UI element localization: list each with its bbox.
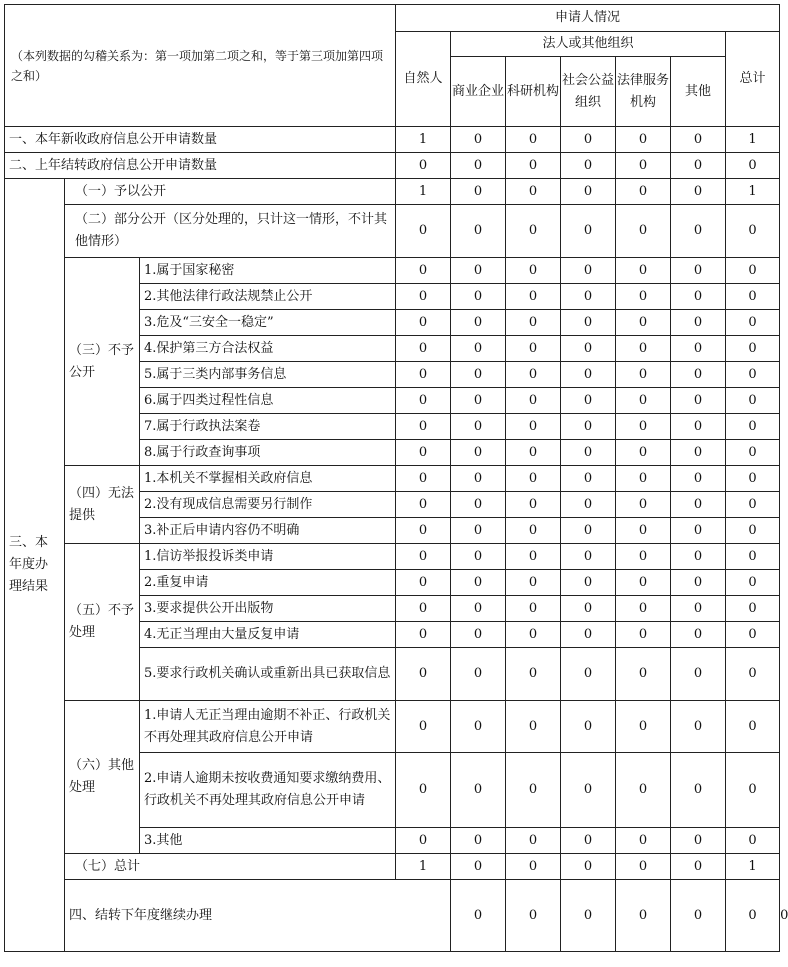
row-label: 四、结转下年度继续办理 [65,880,451,952]
value-cell: 0 [506,336,561,362]
value-cell: 0 [726,880,780,952]
value-cell: 0 [671,414,726,440]
value-cell: 0 [671,310,726,336]
value-cell: 0 [671,622,726,648]
value-cell: 0 [561,570,616,596]
value-cell: 0 [671,153,726,179]
value-cell: 0 [561,753,616,828]
value-cell: 0 [616,284,671,310]
value-cell: 0 [451,828,506,854]
value-cell: 0 [396,622,451,648]
value-cell: 0 [451,205,506,258]
value-cell: 0 [671,336,726,362]
value-cell: 0 [671,388,726,414]
value-cell: 0 [561,153,616,179]
value-cell: 0 [671,701,726,753]
value-cell: 0 [561,414,616,440]
legal-service-header: 法律服务机构 [616,57,671,127]
row-label: 2.没有现成信息需要另行制作 [140,492,396,518]
value-cell: 0 [616,880,671,952]
value-cell: 0 [671,518,726,544]
value-cell: 0 [396,701,451,753]
value-cell: 0 [396,153,451,179]
value-cell: 0 [561,544,616,570]
value-cell: 0 [616,205,671,258]
value-cell: 0 [451,153,506,179]
value-cell: 0 [451,258,506,284]
value-cell: 0 [616,414,671,440]
value-cell: 0 [561,336,616,362]
value-cell: 0 [671,828,726,854]
row-label: （一）予以公开 [65,179,396,205]
value-cell: 0 [451,622,506,648]
value-cell: 0 [726,284,780,310]
row-label: 4.保护第三方合法权益 [140,336,396,362]
value-cell: 0 [726,466,780,492]
table-row [5,153,780,179]
row-label: 2.重复申请 [140,570,396,596]
value-cell: 0 [396,544,451,570]
value-cell: 0 [506,466,561,492]
row-label: 1.信访举报投诉类申请 [140,544,396,570]
value-cell: 0 [451,310,506,336]
value-cell: 0 [616,127,671,153]
value-cell: 0 [396,518,451,544]
value-cell: 0 [506,179,561,205]
total-header: 总计 [726,32,780,127]
value-cell: 0 [726,388,780,414]
value-cell: 0 [671,596,726,622]
row-label: 二、上年结转政府信息公开申请数量 [5,153,396,179]
value-cell: 0 [451,880,506,952]
value-cell: 0 [726,336,780,362]
value-cell: 0 [451,127,506,153]
value-cell: 0 [451,518,506,544]
value-cell: 1 [396,179,451,205]
value-cell: 0 [671,362,726,388]
value-cell: 0 [451,648,506,701]
value-cell: 0 [396,753,451,828]
row-label: 3.补正后申请内容仍不明确 [140,518,396,544]
value-cell: 0 [726,570,780,596]
value-cell: 0 [506,153,561,179]
value-cell: 0 [506,880,561,952]
value-cell: 0 [451,284,506,310]
value-cell: 0 [671,648,726,701]
value-cell: 0 [726,492,780,518]
value-cell: 0 [671,753,726,828]
value-cell: 0 [616,622,671,648]
value-cell: 0 [561,205,616,258]
value-cell: 0 [671,258,726,284]
value-cell: 0 [396,388,451,414]
table-row [5,466,780,492]
value-cell: 0 [506,388,561,414]
value-cell: 0 [506,701,561,753]
value-cell: 0 [726,440,780,466]
applicant-situation-header: 申请人情况 [396,5,780,32]
value-cell: 0 [671,570,726,596]
value-cell: 0 [726,362,780,388]
value-cell: 0 [506,414,561,440]
value-cell: 0 [451,466,506,492]
row-label: 4.无正当理由大量反复申请 [140,622,396,648]
value-cell: 0 [726,414,780,440]
value-cell: 0 [561,648,616,701]
value-cell: 0 [561,596,616,622]
value-cell: 0 [561,440,616,466]
value-cell: 0 [616,492,671,518]
value-cell: 0 [451,440,506,466]
row-label: 2.其他法律行政法规禁止公开 [140,284,396,310]
value-cell: 0 [616,258,671,284]
value-cell: 0 [506,518,561,544]
natural-person-header: 自然人 [396,32,451,127]
value-cell: 0 [671,440,726,466]
value-cell: 0 [396,258,451,284]
value-cell: 0 [616,179,671,205]
social-header: 社会公益组织 [561,57,616,127]
value-cell: 0 [506,753,561,828]
value-cell: 0 [561,179,616,205]
value-cell: 0 [726,828,780,854]
value-cell: 0 [561,854,616,880]
value-cell: 0 [506,648,561,701]
value-cell: 0 [396,466,451,492]
value-cell: 0 [726,258,780,284]
value-cell: 0 [506,854,561,880]
value-cell: 0 [506,596,561,622]
research-header: 科研机构 [506,57,561,127]
value-cell: 0 [506,570,561,596]
table-row [5,258,780,284]
value-cell: 0 [726,596,780,622]
value-cell: 0 [396,570,451,596]
value-cell: 0 [561,701,616,753]
value-cell: 0 [396,310,451,336]
row-label: 8.属于行政查询事项 [140,440,396,466]
table-row [5,544,780,570]
table-row [5,127,780,153]
row-label: 7.属于行政执法案卷 [140,414,396,440]
row-label: 3.其他 [140,828,396,854]
value-cell: 0 [616,362,671,388]
value-cell: 0 [451,753,506,828]
value-cell: 0 [616,570,671,596]
row-label: 2.申请人逾期未按收费通知要求缴纳费用、行政机关不再处理其政府信息公开申请 [140,753,396,828]
value-cell: 0 [616,596,671,622]
table-row [5,179,780,205]
table-row: 四、结转下年度继续办理 0 0 0 0 0 0 0 [5,880,780,952]
row-label: 5.要求行政机关确认或重新出具已获取信息 [140,648,396,701]
row-label: 6.属于四类过程性信息 [140,388,396,414]
value-cell: 0 [616,854,671,880]
value-cell: 1 [726,854,780,880]
value-cell: 0 [396,205,451,258]
value-cell: 0 [396,336,451,362]
value-cell: 0 [616,701,671,753]
value-cell: 0 [561,492,616,518]
row-label: （二）部分公开（区分处理的，只计这一情形，不计其他情形） [65,205,396,258]
value-cell: 0 [451,544,506,570]
value-cell: 0 [671,492,726,518]
table-row [5,854,780,880]
group-3-label: （三）不予公开 [65,258,140,466]
value-cell: 0 [451,362,506,388]
row-label: 3.要求提供公开出版物 [140,596,396,622]
value-cell: 0 [506,828,561,854]
group-6-label: （六）其他处理 [65,701,140,854]
group-5-label: （五）不予处理 [65,544,140,701]
table-row [5,701,780,753]
value-cell: 1 [396,127,451,153]
value-cell: 0 [616,466,671,492]
value-cell: 0 [616,828,671,854]
value-cell: 0 [396,596,451,622]
value-cell: 0 [561,518,616,544]
value-cell: 0 [396,414,451,440]
value-cell: 0 [671,880,726,952]
value-cell: 0 [726,622,780,648]
disclosure-stats-table [4,4,788,952]
group-4-label: （四）无法提供 [65,466,140,544]
row-label: 一、本年新收政府信息公开申请数量 [5,127,396,153]
value-cell: 0 [616,336,671,362]
value-cell: 0 [396,648,451,701]
value-cell: 0 [561,284,616,310]
value-cell: 0 [561,127,616,153]
value-cell: 0 [616,440,671,466]
row-label: 5.属于三类内部事务信息 [140,362,396,388]
value-cell: 0 [726,648,780,701]
value-cell: 0 [451,570,506,596]
value-cell: 0 [726,153,780,179]
section-3-label: 三、本年度办理结果 [5,179,65,952]
row-label: 1.本机关不掌握相关政府信息 [140,466,396,492]
value-cell: 0 [671,544,726,570]
business-header: 商业企业 [451,57,506,127]
value-cell: 0 [451,854,506,880]
value-cell: 0 [506,310,561,336]
value-cell: 0 [396,828,451,854]
value-cell: 0 [506,440,561,466]
value-cell: 0 [506,284,561,310]
value-cell: 0 [451,414,506,440]
legal-group-header: 法人或其他组织 [451,32,726,57]
value-cell: 0 [561,466,616,492]
value-cell: 0 [671,466,726,492]
value-cell: 0 [616,753,671,828]
value-cell: 0 [451,179,506,205]
value-cell: 0 [506,622,561,648]
value-cell: 0 [726,518,780,544]
table-note: （本列数据的勾稽关系为：第一项加第二项之和，等于第三项加第四项之和） [5,5,396,127]
value-cell: 0 [561,388,616,414]
value-cell: 0 [616,648,671,701]
value-cell: 0 [561,310,616,336]
value-cell: 0 [561,362,616,388]
value-cell: 0 [451,492,506,518]
value-cell: 0 [726,701,780,753]
value-cell: 0 [671,284,726,310]
value-cell: 0 [396,362,451,388]
value-cell: 0 [671,205,726,258]
value-cell: 0 [616,544,671,570]
value-cell: 0 [451,701,506,753]
value-cell: 0 [561,828,616,854]
value-cell: 0 [616,153,671,179]
value-cell: 0 [506,205,561,258]
value-cell: 0 [451,388,506,414]
value-cell: 1 [726,179,780,205]
value-cell: 0 [506,258,561,284]
value-cell: 0 [451,596,506,622]
row-label: 3.危及“三安全一稳定” [140,310,396,336]
value-cell: 0 [561,880,616,952]
value-cell: 0 [671,179,726,205]
value-cell: 0 [396,284,451,310]
value-cell: 0 [726,310,780,336]
value-cell: 0 [396,492,451,518]
table-row [5,205,780,258]
value-cell: 0 [506,492,561,518]
value-cell: 0 [671,127,726,153]
row-label: 1.属于国家秘密 [140,258,396,284]
value-cell: 0 [506,127,561,153]
value-cell: 0 [726,205,780,258]
value-cell: 0 [616,310,671,336]
row-label: 1.申请人无正当理由逾期不补正、行政机关不再处理其政府信息公开申请 [140,701,396,753]
value-cell: 0 [561,622,616,648]
value-cell: 0 [616,518,671,544]
value-cell: 0 [506,544,561,570]
value-cell: 0 [726,544,780,570]
value-cell: 0 [506,362,561,388]
value-cell: 0 [616,388,671,414]
value-cell: 0 [726,753,780,828]
value-cell: 1 [726,127,780,153]
value-cell: 0 [396,440,451,466]
other-header: 其他 [671,57,726,127]
value-cell: 0 [451,336,506,362]
row-label: （七）总计 [65,854,396,880]
value-cell: 1 [396,854,451,880]
value-cell: 0 [561,258,616,284]
value-cell: 0 [671,854,726,880]
